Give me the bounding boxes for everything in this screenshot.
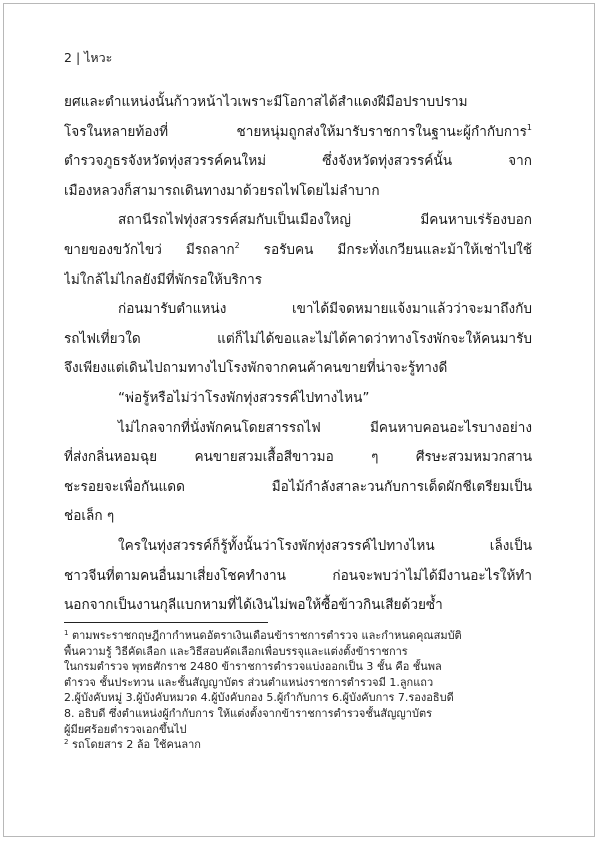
body-line [64,88,532,118]
body-line-text: ตำรวจภูธรจังหวัดทุ่งสวรรค์คนใหม่ ซึ่งจังหวัดทุ่งสวรรค์นั้น จาก [64,153,532,170]
footnote-line [64,675,532,691]
body-line-text: ยศและตำแหน่งนั้นก้าวหน้าไวเพราะมีโอกาสได้สำแดงฝีมือปราบปราม [64,94,468,110]
body-line-text: สถานีรถไฟทุ่งสวรรค์สมกับเป็นเมืองใหญ่ มีคนหาบเร่ร้องบอก [118,212,532,229]
body-line-text-cont: รอรับคน มีกระทั่งเกวียนและม้าให้เช่าไปใช้ [239,241,532,258]
body-line [64,147,532,177]
footnote-text: ในกรมตำรวจ พุทธศักราช 2480 ข้าราชการตำรวจแบ่งออกเป็น 3 ชั้น คือ ชั้นพล [64,660,442,674]
running-title: ไหวะ [84,50,113,65]
footnote-text: พื้นความรู้ วิธีคัดเลือก และวิธีสอบคัดเลือกเพื่อบรรจุและแต่งตั้งข้าราชการ [64,644,408,658]
body-line-text: ไม่ไกลจากที่นั่งพักคนโดยสารรถไฟ มีคนหาบคอนอะไรบางอย่าง [118,419,532,436]
body-line-text: ที่ส่งกลิ่นหอมฉุย คนขายสวมเสื้อสีขาวมอ ๆ ศีรษะสวมหมวกสาน [64,449,532,466]
footnote-line [64,690,532,706]
body-line-text: ช่อเล็ก ๆ [64,508,115,525]
body-line-text: ใครในทุ่งสวรรค์ก็รู้ทั้งนั้นว่าโรงพักทุ่งสวรรค์ไปทางไหน เล็งเป็น [118,537,532,554]
footnote-text: ตำรวจ ชั้นประทวน และชั้นสัญญาบัตร ส่วนตำแหน่งราชการตำรวจมี 1.ลูกแถว [64,675,434,689]
footnote-line [64,706,532,722]
body-line [64,562,532,592]
body-line [64,236,532,266]
body-line-text: ขายของขวักไขว่ มีรถลาก [64,241,235,258]
body-line [64,414,532,444]
body-line [64,177,532,207]
body-line [64,502,532,532]
footnote-line [64,644,532,660]
footnote-text: 8. อธิบดี ซึ่งตำแหน่งผู้กำกับการ ให้แต่งตั้งจากข้าราชการตำรวจชั้นสัญญาบัตร [64,706,433,720]
footnote-divider [64,622,268,623]
page-number: 2 [64,50,72,65]
body-line-text: ไม่ใกล้ไม่ไกลยังมีที่พักรอให้บริการ [64,271,263,288]
footnotes [64,628,532,753]
header-separator: | [75,50,81,65]
body-line-text: โจรในหลายท้องที่ ชายหนุ่มถูกส่งให้มารับราชการในฐานะผู้กำกับการ [64,123,527,140]
footnote-reference: 1 [526,122,532,132]
footnote-reference: 2 [234,240,240,250]
body-line [64,118,532,148]
footnote-line [64,628,532,644]
body-line-text: ชะรอยจะเพื่อกันแดด มือไม้กำลังสาละวนกับการเด็ดผักชีเตรียมเป็น [64,478,532,495]
body-line [64,443,532,473]
body-line-text: เมืองหลวงก็สามารถเดินทางมาด้วยรถไฟโดยไม่ลำบาก [64,182,380,199]
body-line-text: ก่อนมารับตำแหน่ง เขาได้มีจดหมายแจ้งมาแล้วว่าจะมาถึงกับ [118,301,532,318]
footnote-mark: 1 [64,629,69,637]
body-line [64,384,532,414]
body-line-text: นอกจากเป็นงานกุลีแบกหามที่ได้เงินไม่พอให้ซื้อข้าวกินเสียด้วยซ้ำ [64,597,443,614]
body-line [64,591,532,621]
footnote-line [64,659,532,675]
body-line-text: จึงเพียงแต่เดินไปถามทางไปโรงพักจากคนค้าคนขายที่น่าจะรู้ทางดี [64,360,448,377]
footnote-line [64,737,532,753]
footnote-text: 2.ผู้บังคับหมู่ 3.ผู้บังคับหมวด 4.ผู้บังคับกอง 5.ผู้กำกับการ 6.ผู้บังคับการ 7.รองอธิบดี [64,691,454,705]
footnote-text: ผู้มียศร้อยตำรวจเอกขึ้นไป [64,722,187,736]
body-line [64,473,532,503]
footnote-line [64,722,532,738]
body-line-text: ชาวจีนที่ตามคนอื่นมาเสี่ยงโชคทำงาน ก่อนจะพบว่าไม่ได้มีงานอะไรให้ทำ [64,567,532,584]
body-line-text: “พ่อรู้หรือไม่ว่าโรงพักทุ่งสวรรค์ไปทางไหน” [118,389,370,406]
footnote-mark: 2 [64,738,69,747]
footnote-text: รถโดยสาร 2 ล้อ ใช้คนลาก [68,738,201,752]
body-text [64,88,532,621]
body-line [64,354,532,384]
body-line [64,206,532,236]
body-line [64,325,532,355]
body-line-text: รถไฟเที่ยวใด แต่ก็ไม่ได้ขอและไม่ได้คาดว่าทางโรงพักจะให้คนมารับ [64,330,532,347]
body-line [64,266,532,296]
body-line [64,295,532,325]
running-header [64,48,112,68]
body-line [64,532,532,562]
footnote-text: ตามพระราชกฤษฎีกากำหนดอัตราเงินเดือนข้าราชการตำรวจ และกำหนดคุณสมบัติ [68,629,462,642]
